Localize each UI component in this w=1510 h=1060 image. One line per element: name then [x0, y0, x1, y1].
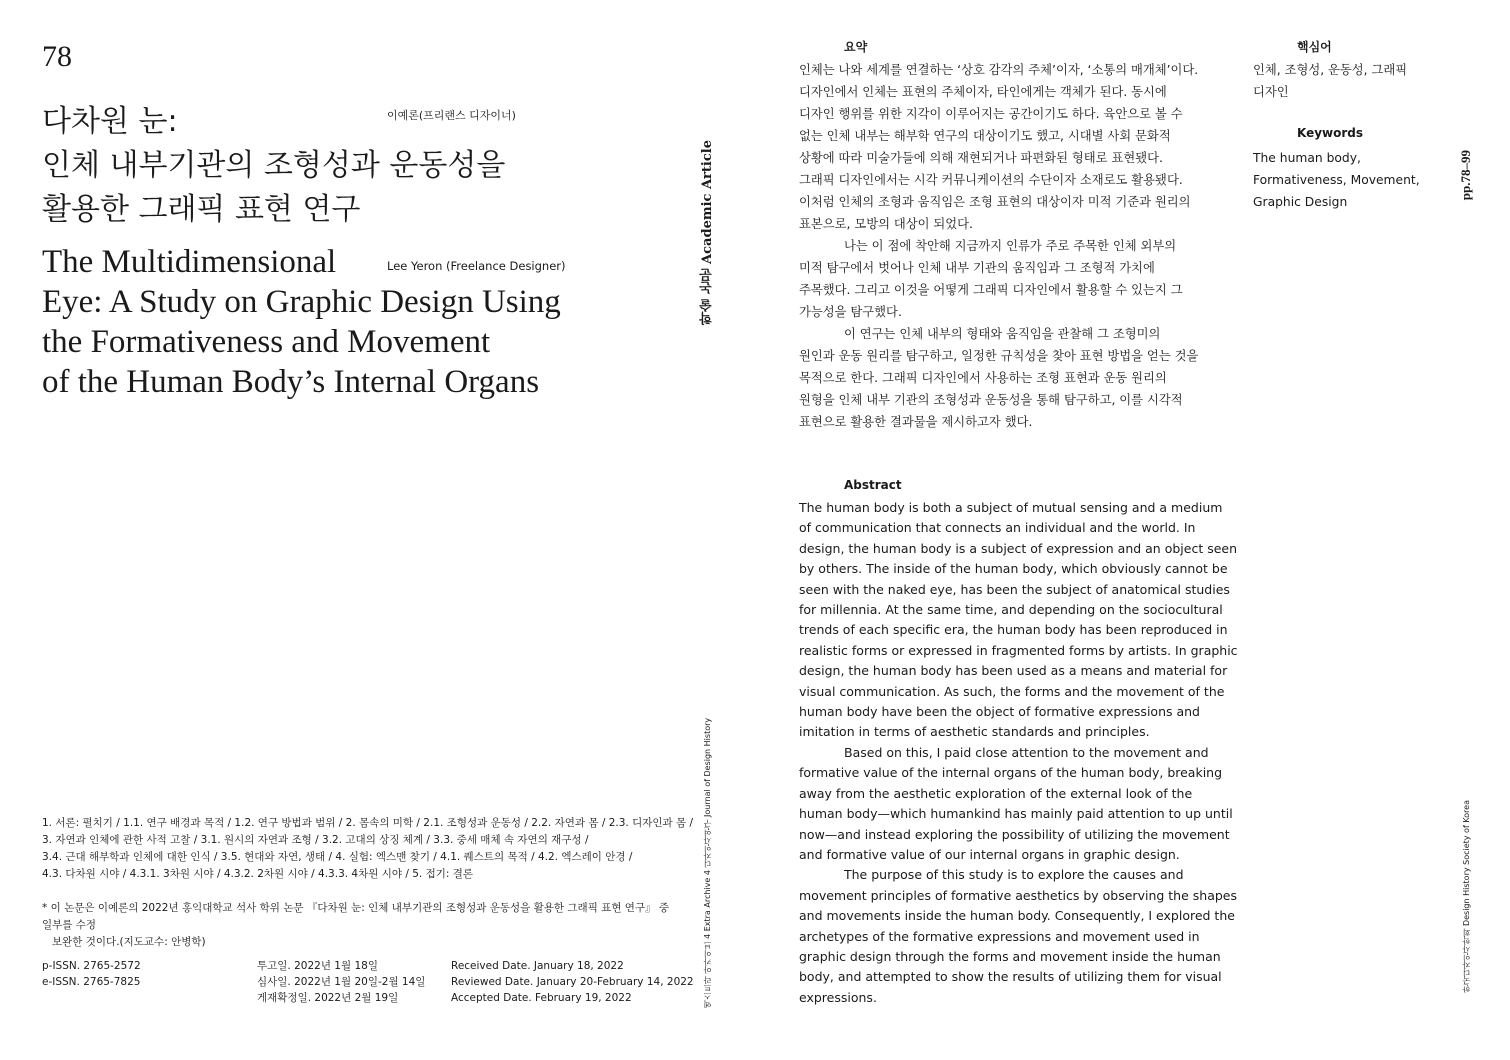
keywords-line: 인체, 조형성, 운동성, 그래픽	[1253, 63, 1408, 77]
summary-korean	[799, 59, 1219, 433]
title-korean-line: 다차원 눈:	[42, 104, 178, 139]
title-korean-line: 인체 내부기관의 조형성과 운동성을	[42, 148, 506, 183]
society-label: 한국디자인사학회 Design History Society of Korea	[1462, 800, 1471, 993]
abstract-line: human body have been the object of formative expressions and	[799, 704, 1200, 720]
abstract-line: and formative value of our internal organs in graphic design.	[799, 846, 1180, 862]
keywords-korean	[1253, 59, 1407, 103]
title-english-line: of the Human Body’s Internal Organs	[42, 364, 540, 400]
issn-electronic: e-ISSN. 2765-7825	[42, 976, 141, 988]
abstract-english	[799, 498, 1238, 1008]
summary-line: 인체는 나와 세계를 연결하는 ‘상호 감각의 주체’이자, ‘소통의 매개체’이다.	[799, 63, 1199, 77]
summary-line: 상황에 따라 미술가들에 의해 재현되거나 파편화된 형태로 표현됐다.	[799, 151, 1163, 165]
abstract-line: of communication that connects an individual and the world. In	[799, 520, 1196, 536]
abstract-line: trends of each specific era, the human body has been reproduced in	[799, 622, 1228, 638]
keywords-korean-heading: 핵심어	[1297, 40, 1332, 54]
journal-label: 엑스트라 아카이브 4 Extra Archive 4 디자인사연구 Journal of Design History	[703, 717, 712, 1008]
received-date-en: Received Date. January 18, 2022	[451, 960, 624, 972]
summary-line: 표본으로, 모방의 대상이 되었다.	[799, 217, 973, 231]
summary-line: 표현으로 활용한 결과물을 제시하고자 했다.	[799, 415, 1033, 429]
keywords-line: Graphic Design	[1253, 195, 1348, 209]
toc-line: 1. 서론: 펼치기 / 1.1. 연구 배경과 목적 / 1.2. 연구 방법과 범위 / 2. 몸속의 미학 / 2.1. 조형성과 운동성 / 2.2. 자연과 몸 / 2.3. 디자인과 몸 /	[42, 817, 694, 829]
abstract-line: visual communication. As such, the forms and the movement of the	[799, 683, 1225, 699]
received-date-ko: 투고일. 2022년 1월 18일	[257, 960, 378, 972]
keywords-line: 디자인	[1253, 85, 1289, 99]
summary-line: 없는 인체 내부는 해부학 연구의 대상이기도 했고, 시대별 사회 문화적	[799, 129, 1171, 143]
summary-line: 나는 이 점에 착안해 지금까지 인류가 주로 주목한 인체 외부의	[844, 239, 1177, 253]
issn-print: p-ISSN. 2765-2572	[42, 960, 141, 972]
keywords-english	[1253, 147, 1420, 213]
abstract-line: Based on this, I paid close attention to the movement and	[844, 744, 1209, 760]
summary-line: 디자인에서 인체는 표현의 주체이자, 타인에게는 객체가 된다. 동시에	[799, 85, 1167, 99]
keywords-english-heading: Keywords	[1297, 126, 1364, 140]
abstract-line: expressions.	[799, 989, 877, 1005]
footnote-line: 보완한 것이다.(지도교수: 안병학)	[52, 936, 206, 948]
page-range: pp.78–99	[1458, 150, 1473, 201]
summary-line: 원형을 인체 내부 기관의 조형성과 운동성을 통해 탐구하고, 이를 시각적	[799, 393, 1183, 407]
accepted-date-en: Accepted Date. February 19, 2022	[451, 992, 632, 1004]
reviewed-date-ko: 심사일. 2022년 1월 20일-2월 14일	[257, 976, 426, 988]
dates-english	[451, 958, 694, 1006]
abstract-line: body, and attempted to show the results of utilizing them for visual	[799, 969, 1222, 985]
page-number: 78	[42, 40, 72, 73]
reviewed-date-en: Reviewed Date. January 20-February 14, 2022	[451, 976, 694, 988]
toc-line: 3. 자연과 인체에 관한 사적 고찰 / 3.1. 원시의 자연과 조형 / 3.2. 고대의 상징 체계 / 3.3. 중세 매체 속 자연의 재구성 /	[42, 834, 589, 846]
abstract-line: and movements inside the human body. Consequently, I explored the	[799, 908, 1235, 924]
abstract-line: now—and instead exploring the possibility of utilizing the movement	[799, 826, 1230, 842]
abstract-line: away from the aesthetic exploration of the external look of the	[799, 785, 1193, 801]
abstract-heading: Abstract	[844, 478, 902, 492]
title-english-line: The Multidimensional	[42, 244, 337, 280]
abstract-line: movement principles of formative aesthetics by observing the shapes	[799, 887, 1237, 903]
title-english-line: the Formativeness and Movement	[42, 324, 491, 360]
abstract-line: design, the human body is a subject of expression and an object seen	[799, 540, 1238, 556]
abstract-line: imitation in terms of aesthetic standards and principles.	[799, 724, 1150, 740]
dates-korean	[257, 958, 425, 1006]
abstract-line: The purpose of this study is to explore the causes and	[844, 867, 1184, 883]
toc-line: 3.4. 근대 해부학과 인체에 대한 인식 / 3.5. 현대와 자연, 생태 / 4. 실험: 엑스맨 찾기 / 4.1. 퀘스트의 목적 / 4.2. 엑스레이 안경 /	[42, 851, 633, 863]
summary-line: 원인과 운동 원리를 탐구하고, 일정한 규칙성을 찾아 표현 방법을 얻는 것을	[799, 349, 1199, 363]
summary-heading: 요약	[844, 40, 868, 54]
issn-block	[42, 958, 141, 990]
summary-line: 주목했다. 그리고 이것을 어떻게 그래픽 디자인에서 활용할 수 있는지 그	[799, 283, 1183, 297]
title-english-line: Eye: A Study on Graphic Design Using	[42, 284, 561, 320]
summary-line: 목적으로 한다. 그래픽 디자인에서 사용하는 조형 표현과 운동 원리의	[799, 371, 1167, 385]
table-of-contents	[42, 815, 694, 883]
abstract-line: realistic forms or expressed in fragmented forms by artists. In graphic	[799, 642, 1238, 658]
author-english: Lee Yeron (Freelance Designer)	[387, 259, 566, 273]
abstract-line: by others. The inside of the human body, which obviously cannot be	[799, 561, 1228, 577]
summary-line: 그래픽 디자인에서는 시각 커뮤니케이션의 수단이자 소재로도 활용됐다.	[799, 173, 1183, 187]
summary-line: 디자인 행위를 위한 지각이 이루어지는 공간이기도 하다. 육안으로 볼 수	[799, 107, 1183, 121]
footnote-line: * 이 논문은 이예론의 2022년 홍익대학교 석사 학위 논문 『다차원 눈: 인체 내부기관의 조형성과 운동성을 활용한 그래픽 표현 연구』 중 일부를 수정	[42, 902, 670, 931]
author-korean: 이예론(프리랜스 디자이너)	[387, 109, 516, 122]
abstract-line: The human body is both a subject of mutual sensing and a medium	[799, 500, 1223, 515]
abstract-line: design, the human body has been used as a means and material for	[799, 663, 1228, 679]
summary-line: 가능성을 탐구했다.	[799, 305, 902, 319]
keywords-line: The human body,	[1253, 151, 1361, 165]
toc-line: 4.3. 다차원 시야 / 4.3.1. 3차원 시야 / 4.3.2. 2차원 시야 / 4.3.3. 4차원 시야 / 5. 접기: 결론	[42, 868, 474, 880]
footnote	[42, 900, 682, 951]
abstract-line: for millennia. At the same time, and depending on the sociocultural	[799, 602, 1223, 618]
category-label: 학술 논문 Academic Article	[700, 140, 715, 325]
abstract-line: human body—which humankind has mainly paid attention to up until	[799, 806, 1233, 822]
keywords-line: Formativeness, Movement,	[1253, 173, 1420, 187]
summary-line: 이 연구는 인체 내부의 형태와 움직임을 관찰해 그 조형미의	[844, 327, 1161, 341]
abstract-line: archetypes of the formative expressions and movement used in	[799, 928, 1200, 944]
summary-line: 이처럼 인체의 조형과 움직임은 조형 표현의 대상이자 미적 기준과 원리의	[799, 195, 1191, 209]
abstract-line: graphic design through the forms and movement inside the human	[799, 948, 1221, 964]
abstract-line: formative value of the internal organs of the human body, breaking	[799, 765, 1223, 781]
accepted-date-ko: 게재확정일. 2022년 2월 19일	[257, 992, 399, 1004]
title-korean-line: 활용한 그래픽 표현 연구	[42, 192, 361, 227]
summary-line: 미적 탐구에서 벗어나 인체 내부 기관의 움직임과 그 조형적 가치에	[799, 261, 1155, 275]
abstract-line: seen with the naked eye, has been the subject of anatomical studies	[799, 581, 1230, 597]
